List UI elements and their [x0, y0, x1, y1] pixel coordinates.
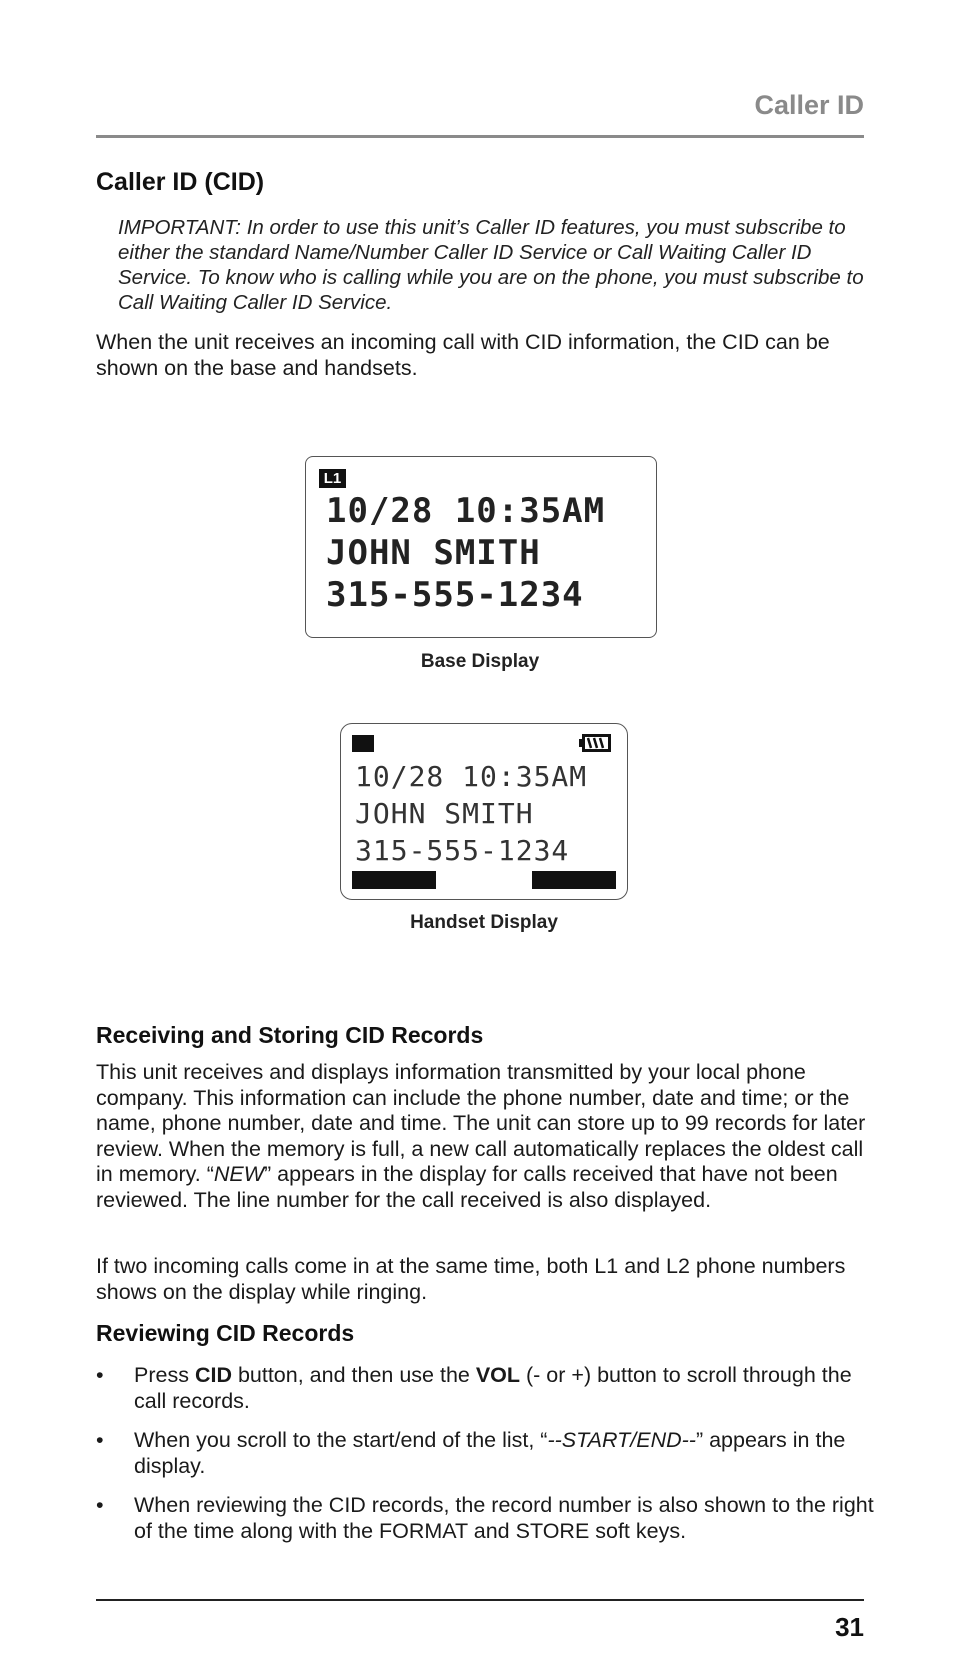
bullet-text: Press — [134, 1363, 195, 1387]
base-display-caption: Base Display — [420, 651, 540, 672]
handset-caller-name: JOHN SMITH — [355, 797, 534, 830]
receiving-heading: Receiving and Storing CID Records — [96, 1022, 484, 1048]
section-title: Caller ID (CID) — [96, 168, 265, 196]
bullet-symbol: • — [96, 1493, 104, 1517]
handset-display-caption: Handset Display — [410, 912, 558, 933]
bullet-text: ” appears in the display. — [134, 1428, 846, 1478]
base-caller-name: JOHN SMITH — [326, 533, 541, 573]
important-note: IMPORTANT: In order to use this unit’s Caller ID features, you must subscribe to either the standard Name/Number Caller ID Service or Call Waiting Caller ID Service. To know who is calling while you are on the phone, you must subscribe to Call Waiting Caller ID Service. — [118, 216, 864, 314]
left-soft-key — [352, 871, 436, 889]
receiving-text-2: ” appears in the display for calls received that have not been reviewed. The line number for the call received is also displayed. — [96, 1162, 838, 1212]
list-item — [96, 1493, 876, 1544]
reviewing-bullet-list — [96, 1363, 876, 1558]
bullet-text: When you scroll to the start/end of the list, “ — [134, 1428, 548, 1452]
base-display-illustration — [305, 456, 657, 638]
footer-rule — [96, 1599, 864, 1601]
base-date-time: 10/28 10:35AM — [326, 491, 606, 531]
reviewing-heading: Reviewing CID Records — [96, 1320, 355, 1346]
base-caller-number: 315-555-1234 — [326, 575, 584, 615]
two-calls-paragraph: If two incoming calls come in at the same time, both L1 and L2 phone numbers shows on the display while ringing. — [96, 1254, 846, 1304]
handset-date-time: 10/28 10:35AM — [355, 760, 588, 793]
bullet-text: When reviewing the CID records, the record number is also shown to the right of the time along with the FORMAT and STORE soft keys. — [134, 1493, 874, 1543]
handset-display-illustration — [340, 723, 628, 900]
vol-button-name: VOL — [475, 1363, 521, 1387]
cid-button-name: CID — [194, 1363, 232, 1387]
line-badge: L1 — [319, 469, 346, 488]
running-header: Caller ID — [754, 90, 864, 120]
receiving-paragraph — [96, 1060, 876, 1213]
page-number: 31 — [835, 1612, 864, 1642]
status-indicator — [352, 735, 374, 752]
new-label: NEW — [213, 1162, 265, 1186]
list-item — [96, 1428, 876, 1479]
intro-paragraph: When the unit receives an incoming call with CID information, the CID can be shown on the base and handsets. — [96, 330, 830, 380]
bullet-symbol: • — [96, 1428, 104, 1452]
bullet-symbol: • — [96, 1363, 104, 1387]
header-rule — [96, 135, 864, 138]
list-item — [96, 1363, 876, 1414]
start-end-label: --START/END-- — [547, 1428, 696, 1452]
receiving-text-1: This unit receives and displays information transmitted by your local phone company. This information can include the phone number, date and time; or the name, phone number, date and time. The unit can store up to 99 records for later review. When the memory is full, a new call automatically replaces the oldest call in memory. “ — [96, 1060, 866, 1186]
battery-full-icon — [579, 734, 611, 752]
handset-caller-number: 315-555-1234 — [355, 834, 570, 867]
right-soft-key — [532, 871, 616, 889]
bullet-text: (- or +) button to scroll through the call records. — [134, 1363, 852, 1413]
bullet-text: button, and then use the — [231, 1363, 476, 1387]
